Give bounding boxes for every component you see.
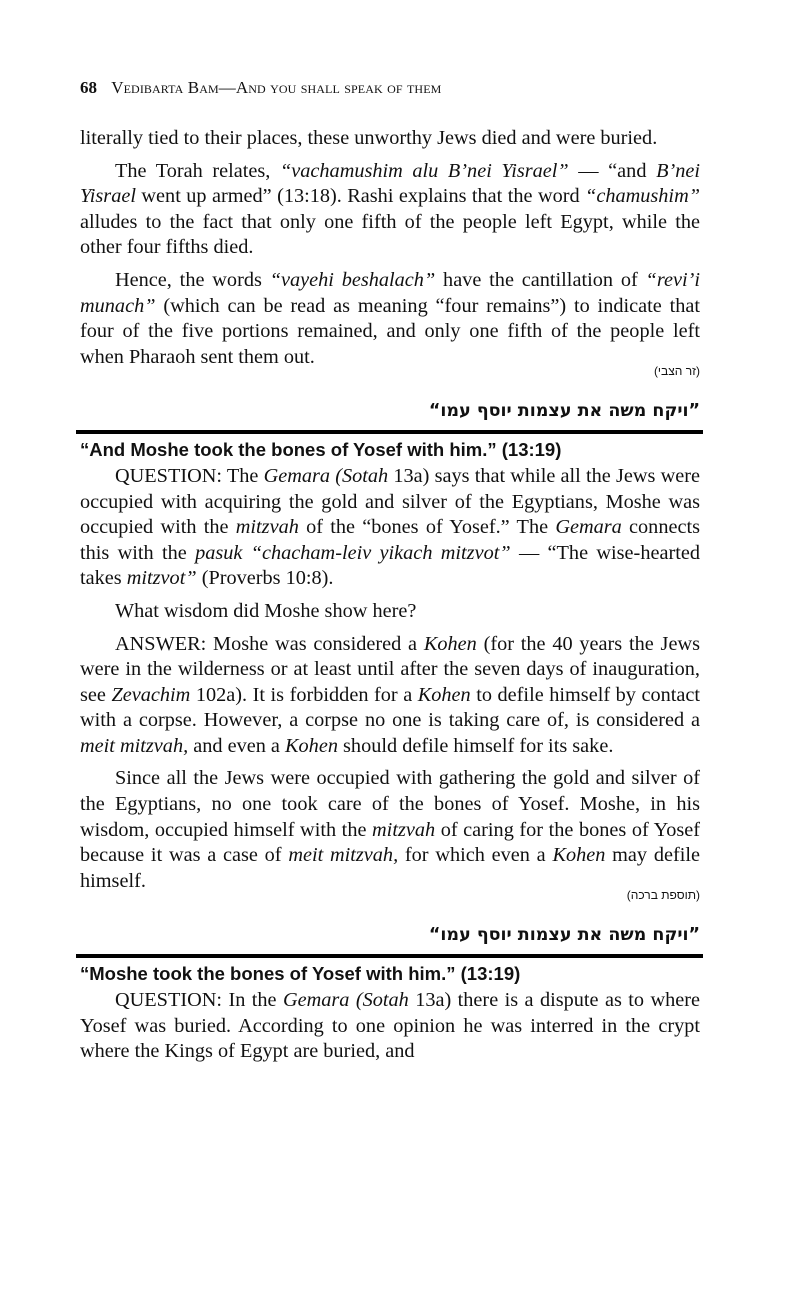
- hebrew-title: ”ויקח משה את עצמות יוסף עמו“: [428, 925, 700, 946]
- italic-run: mitzvah: [235, 516, 299, 539]
- text-run: 13a) says that while all the Jews were occupied with acquiring the gold and silver of the Egyptians, Moshe was occupied with the: [80, 464, 700, 539]
- book-title: Vedibarta Bam—And you shall speak of them: [111, 78, 442, 97]
- text-run: Hence, the words: [115, 268, 270, 291]
- italic-run: “chamushim”: [585, 185, 700, 208]
- heading-rule: [76, 954, 703, 958]
- text-run: 102a). It is forbidden for a: [190, 683, 418, 706]
- italic-run: Gemara (Sotah: [263, 464, 389, 487]
- section-heading: [80, 398, 700, 462]
- paragraph-wisdom-question: What wisdom did Moshe show here?: [115, 599, 417, 622]
- paragraph-since: [80, 766, 700, 894]
- text-run: went up armed” (13:18). Rashi explains that the word: [135, 185, 586, 208]
- text-run: and even a: [188, 734, 286, 757]
- source-citation: [80, 888, 700, 902]
- paragraph-continuation: literally tied to their places, these unworthy Jews died and were buried.: [80, 127, 658, 149]
- italic-run: Kohen: [285, 734, 338, 757]
- italic-run: Gemara (Sotah: [282, 989, 409, 1012]
- italic-run: Gemara: [555, 516, 622, 539]
- italic-run: Kohen: [552, 844, 606, 867]
- italic-run: “vachamushim alu B’nei Yisrael”: [279, 159, 569, 182]
- italic-run: Kohen: [417, 683, 471, 706]
- paragraph-question: [80, 988, 700, 1065]
- italic-run: “revi’i munach”: [80, 268, 700, 317]
- text-run: QUESTION: In the: [115, 989, 283, 1012]
- text-run: ANSWER: Moshe was considered a: [115, 632, 424, 655]
- text-run: connects this with the: [80, 516, 700, 564]
- text-run: The Torah relates,: [115, 159, 280, 182]
- text-run: Since all the Jews were occupied with gathering the gold and silver of the Egyptians, no one took care of the bones of Yosef. Moshe, in his wisdom, occupied himself with the: [80, 767, 700, 841]
- paragraph-torah-relates: [80, 159, 700, 261]
- text-run: to defile himself by contact with a corpse. However, a corpse no one is taking care of, is considered a: [80, 683, 700, 732]
- italic-run: meit mitzvah,: [288, 844, 399, 867]
- english-title: “Moshe took the bones of Yosef with him.” (13:19): [80, 963, 521, 985]
- text-run: QUESTION: The: [115, 464, 264, 487]
- hebrew-title-row: [80, 922, 700, 949]
- italic-run: Zevachim: [111, 683, 191, 706]
- italic-run: mitzvah: [372, 818, 436, 841]
- italic-run: pasuk “chacham-leiv yikach mitzvot”: [195, 541, 511, 564]
- heading-rule: [76, 430, 703, 434]
- text-run: for which even a: [398, 844, 553, 867]
- italic-run: meit mitzvah,: [80, 734, 189, 757]
- section-heading: [80, 922, 700, 986]
- paragraph-question: [80, 464, 700, 592]
- text-run: — “The wise-hearted takes: [80, 541, 700, 590]
- italic-run: mitzvot”: [126, 567, 197, 590]
- hebrew-title-row: [80, 398, 700, 425]
- page-number: 68: [80, 78, 97, 97]
- text-run: of caring for the bones of Yosef because it was a case of: [80, 818, 700, 867]
- text-run: (which can be read as meaning “four remains”) to indicate that four of the five portions remained, and only one fifth of the people left when Pharaoh sent them out.: [80, 294, 700, 368]
- text-run: should defile himself for its sake.: [337, 734, 614, 757]
- paragraph-cantillation: [80, 268, 700, 370]
- text-run: (Proverbs 10:8).: [196, 567, 334, 590]
- italic-run: Kohen: [423, 632, 477, 655]
- text-run: 13a) there is a dispute as to where Yosef was buried. According to one opinion he was interred in the crypt where the Kings of Egypt are buried, and: [80, 989, 700, 1063]
- text-run: — “and: [568, 159, 657, 182]
- paragraph-answer: [80, 632, 700, 760]
- italic-run: “vayehi beshalach”: [269, 268, 436, 291]
- running-head: [80, 78, 441, 98]
- text-run: of the “bones of Yosef.” The: [298, 516, 556, 539]
- text-run: have the cantillation of: [435, 268, 646, 291]
- page-body: [80, 126, 700, 1065]
- english-title: “And Moshe took the bones of Yosef with him.” (13:19): [80, 438, 562, 460]
- hebrew-title: ”ויקח משה את עצמות יוסף עמו“: [428, 401, 700, 422]
- italic-run: B’nei Yisrael: [80, 159, 700, 208]
- text-run: (for the 40 years the Jews were in the wilderness or at least until after the seven days of inauguration, see: [80, 632, 700, 706]
- source-text: (זר הצבי): [653, 364, 700, 379]
- text-run: alludes to the fact that only one fifth of the people left Egypt, while the other four fifths died.: [80, 210, 700, 259]
- text-run: may defile himself.: [80, 844, 700, 892]
- source-text: (תוספת ברכה): [626, 888, 700, 903]
